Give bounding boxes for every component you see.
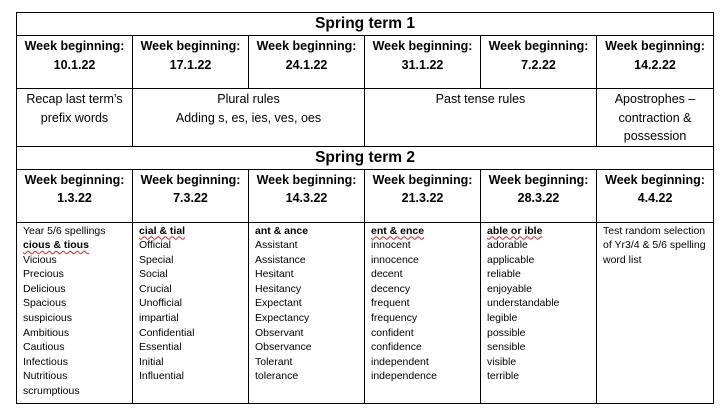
term1-week-5: Week beginning: 7.2.22 [481, 36, 597, 89]
list-item: scrumptious [23, 385, 80, 398]
list-item: decency [371, 282, 411, 295]
list-item: independent [371, 355, 429, 368]
list-item: frequent [371, 297, 410, 310]
word-list-ent-ence [365, 222, 481, 403]
list-item: reliable [487, 268, 521, 281]
list-item: possible [487, 326, 526, 339]
list-item: adorable [487, 239, 528, 252]
test-note: Test random selection of Yr3/4 & 5/6 spelling word list [603, 224, 706, 266]
term1-week-6: Week beginning: 14.2.22 [597, 36, 714, 89]
list-item: Vicious [23, 253, 57, 266]
list-item: terrible [487, 370, 520, 383]
topic-apostrophes: Apostrophes – contraction & possession [597, 89, 714, 147]
list-item: Hesitant [255, 268, 294, 281]
word-list-cial-tial [133, 222, 249, 403]
list-item: Precious [23, 268, 64, 281]
list-item: Confidential [139, 326, 195, 339]
list-heading: able or ible [487, 224, 543, 237]
term2-title: Spring term 2 [17, 146, 714, 169]
list-item: independence [371, 370, 437, 383]
list-item: suspicious [23, 312, 73, 325]
term2-week-6: Week beginning: 4.4.22 [597, 169, 714, 222]
word-list-ant-ance [249, 222, 365, 403]
list-item: Delicious [23, 282, 66, 295]
word-list-cious-tious [17, 222, 133, 403]
list-item: Year 5/6 spellings [23, 224, 106, 237]
list-item: innocent [371, 239, 411, 252]
list-item: Infectious [23, 355, 68, 368]
list-item: legible [487, 312, 518, 325]
list-item: Ambitious [23, 326, 70, 339]
term2-week-3: Week beginning: 14.3.22 [249, 169, 365, 222]
list-item: Cautious [23, 341, 65, 354]
term1-week-1: Week beginning: 10.1.22 [17, 36, 133, 89]
list-heading: cial & tial [139, 224, 186, 237]
list-heading: cious & tious [23, 239, 89, 252]
topic-past-tense: Past tense rules [365, 89, 597, 147]
list-item: Assistance [255, 253, 306, 266]
list-item: innocence [371, 253, 419, 266]
spelling-plan-table [16, 12, 714, 404]
list-item: visible [487, 355, 517, 368]
list-item: Spacious [23, 297, 67, 310]
term2-week-4: Week beginning: 21.3.22 [365, 169, 481, 222]
spelling-plan-document [16, 12, 713, 404]
list-item: confidence [371, 341, 422, 354]
list-item: Unofficial [139, 297, 182, 310]
list-item: Social [139, 268, 168, 281]
list-item: Tolerant [255, 355, 293, 368]
term1-week-2: Week beginning: 17.1.22 [133, 36, 249, 89]
list-item: tolerance [255, 370, 299, 383]
list-item: sensible [487, 341, 526, 354]
list-item: Crucial [139, 282, 172, 295]
term1-title: Spring term 1 [17, 13, 714, 36]
term2-week-5: Week beginning: 28.3.22 [481, 169, 597, 222]
list-item: Observance [255, 341, 312, 354]
list-heading: ant & ance [255, 224, 309, 237]
term2-week-2: Week beginning: 7.3.22 [133, 169, 249, 222]
list-item: Expectancy [255, 312, 310, 325]
list-item: understandable [487, 297, 560, 310]
list-item: Special [139, 253, 174, 266]
list-item: decent [371, 268, 403, 281]
list-item: Nutritious [23, 370, 68, 383]
topic-plural-rules: Plural rules Adding s, es, ies, ves, oes [133, 89, 365, 147]
topic-recap: Recap last term’s prefix words [17, 89, 133, 147]
word-list-able-ible [481, 222, 597, 403]
list-heading: ent & ence [371, 224, 425, 237]
list-item: Influential [139, 370, 184, 383]
test-random-selection [597, 222, 714, 403]
term2-week-1: Week beginning: 1.3.22 [17, 169, 133, 222]
list-item: applicable [487, 253, 535, 266]
term1-week-4: Week beginning: 31.1.22 [365, 36, 481, 89]
term1-week-3: Week beginning: 24.1.22 [249, 36, 365, 89]
list-item: Assistant [255, 239, 298, 252]
list-item: enjoyable [487, 282, 532, 295]
list-item: Official [139, 239, 171, 252]
list-item: impartial [139, 312, 179, 325]
list-item: Hesitancy [255, 282, 302, 295]
list-item: Essential [139, 341, 182, 354]
list-item: frequency [371, 312, 418, 325]
list-item: Initial [139, 355, 164, 368]
list-item: Expectant [255, 297, 302, 310]
list-item: confident [371, 326, 414, 339]
list-item: Observant [255, 326, 304, 339]
